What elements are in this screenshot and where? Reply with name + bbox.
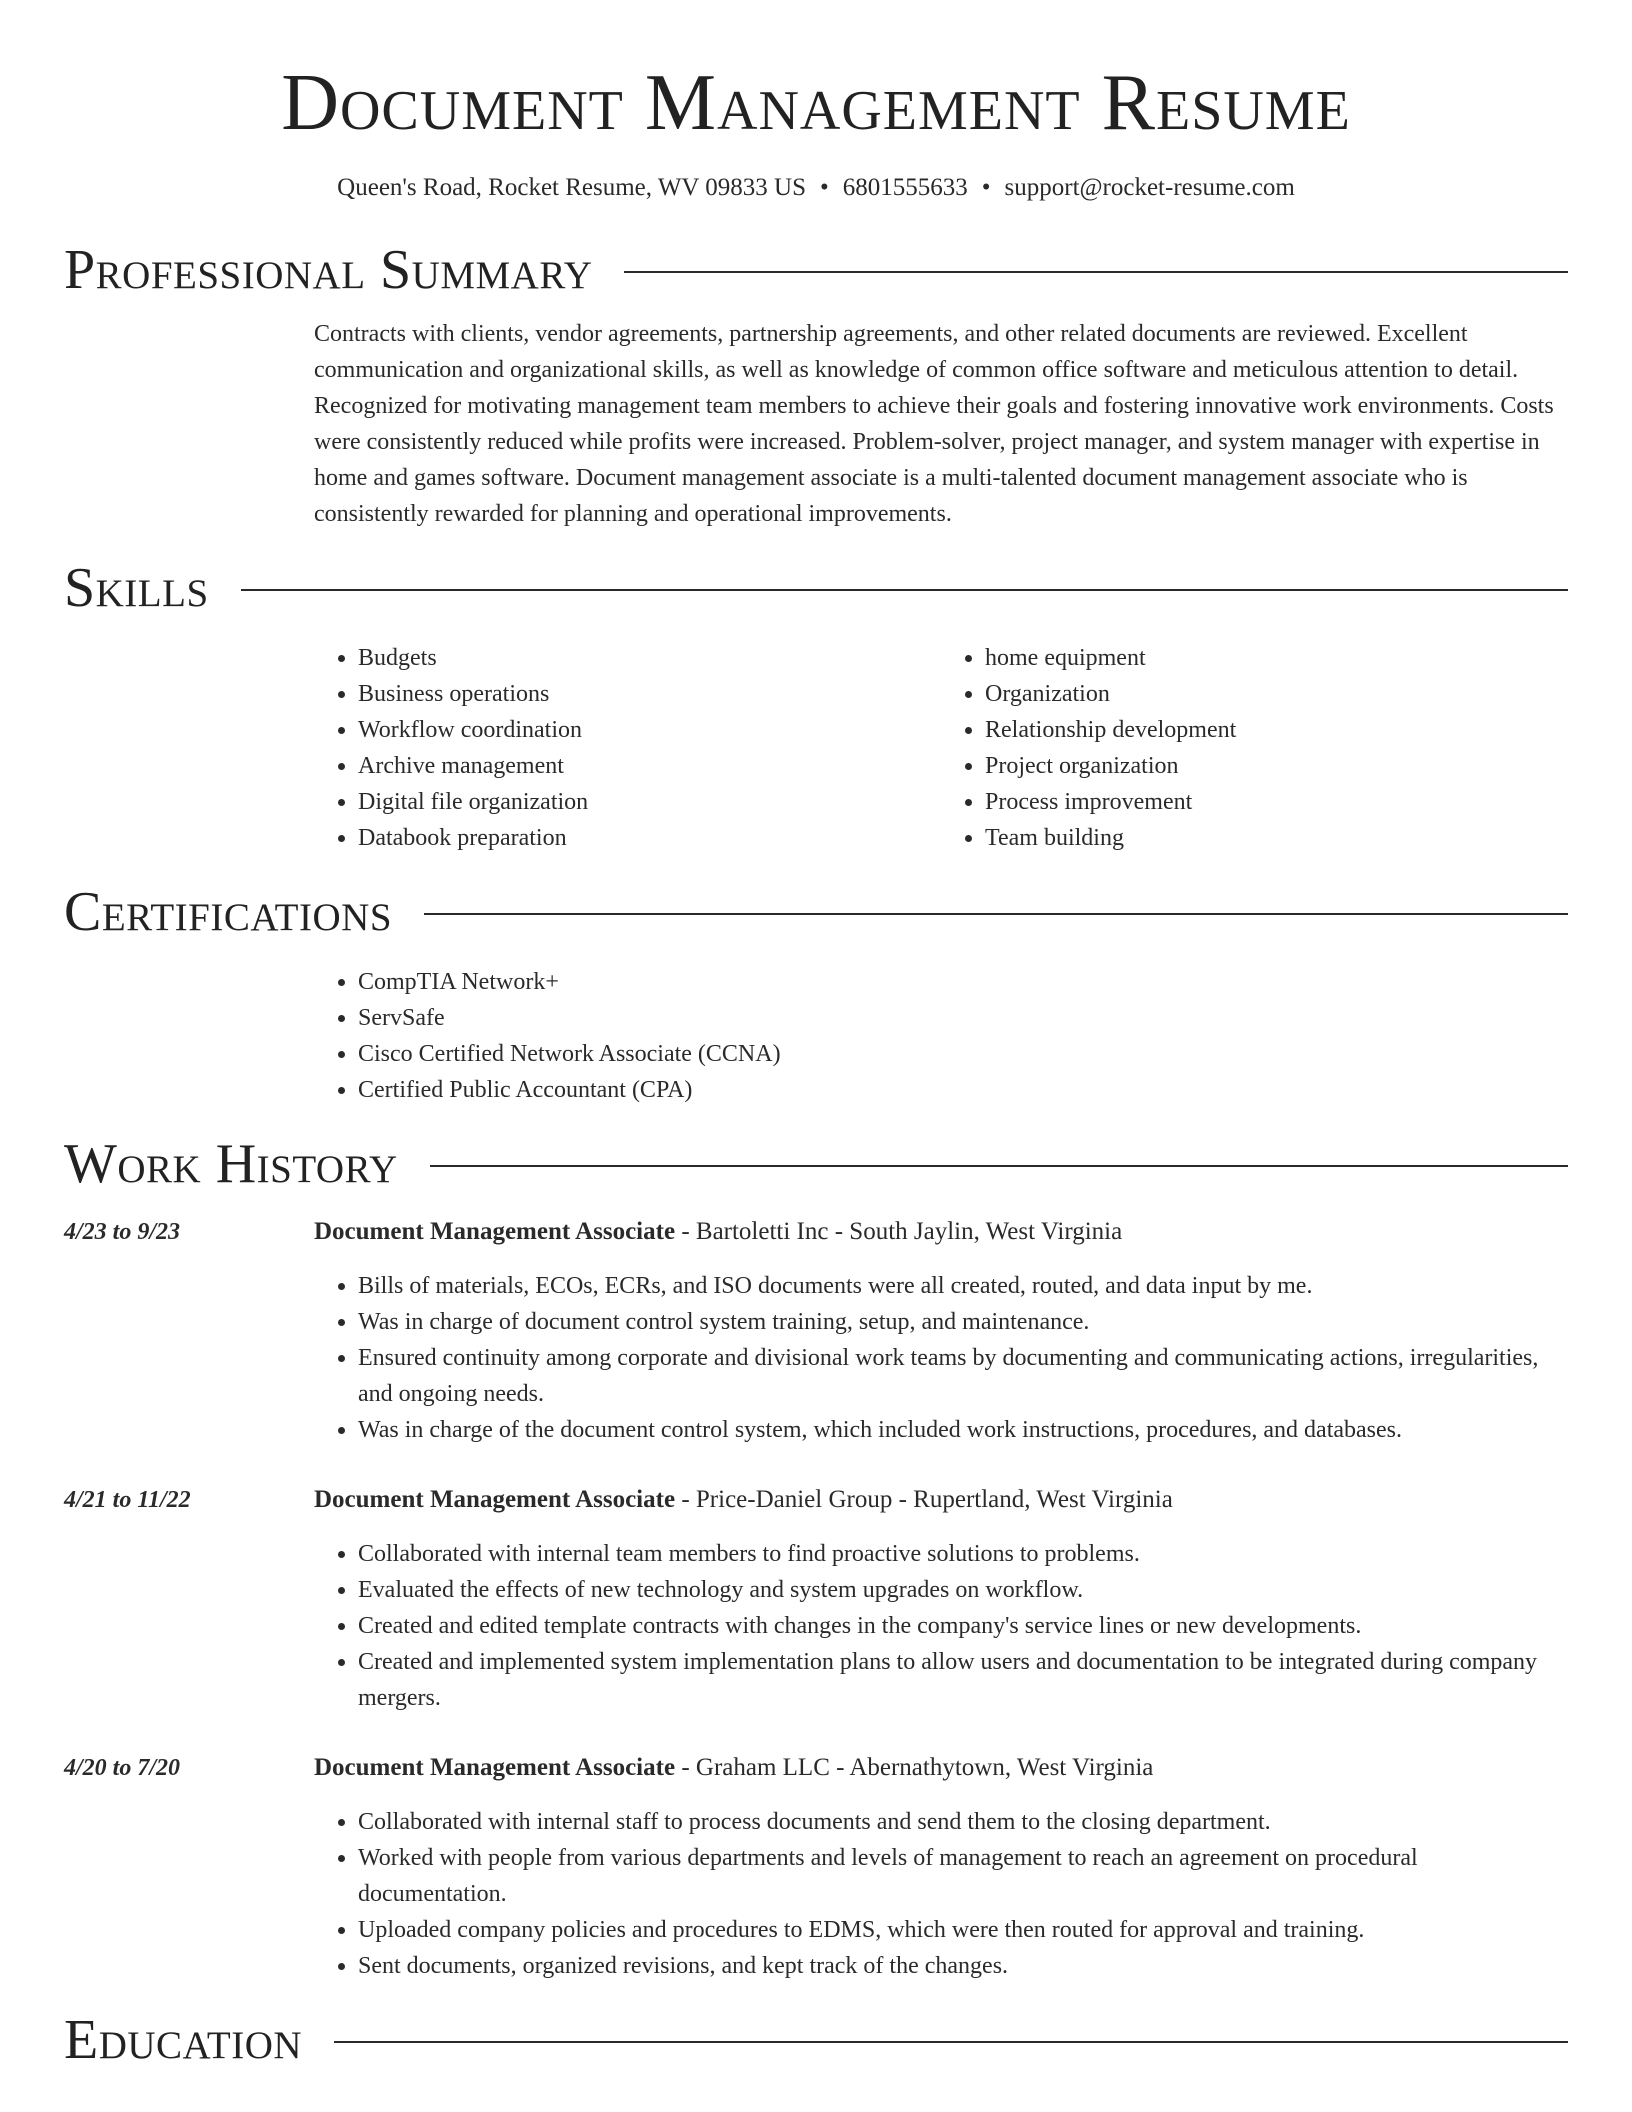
- skills-columns: [314, 640, 1568, 856]
- certifications-list: [314, 964, 1568, 1108]
- skill-item: • Archive management: [358, 748, 941, 784]
- work-history-section: [64, 1134, 1568, 1984]
- resume-name: Document Management Resume: [281, 59, 1351, 147]
- skill-item: • Workflow coordination: [358, 712, 941, 748]
- skill-item: • Process improvement: [985, 784, 1568, 820]
- certifications-header: [64, 882, 1568, 942]
- job-body: [314, 1750, 1568, 1984]
- certifications-section: [64, 882, 1568, 1108]
- skill-item: • Project organization: [985, 748, 1568, 784]
- job-duties: [314, 1804, 1568, 1984]
- duty-item: • Created and edited template contracts with changes in the company's service lines or new developments.: [358, 1608, 1568, 1644]
- section-title: Certifications: [64, 881, 393, 943]
- contact-email[interactable]: support@rocket-resume.com: [1004, 174, 1295, 201]
- duty-item: • Sent documents, organized revisions, and kept track of the changes.: [358, 1948, 1568, 1984]
- education-section: [64, 2010, 1568, 2070]
- job-entry: [64, 1750, 1568, 1984]
- duty-item: • Ensured continuity among corporate and divisional work teams by documenting and communicating actions, irregularities, and ongoing needs.: [358, 1340, 1568, 1412]
- section-title: Skills: [64, 557, 209, 619]
- contact-separator: •: [981, 174, 991, 201]
- job-company-location: - Graham LLC - Abernathytown, West Virginia: [675, 1754, 1154, 1781]
- job-title: Document Management Associate: [314, 1754, 676, 1781]
- duty-item: • Collaborated with internal staff to process documents and send them to the closing department.: [358, 1804, 1568, 1840]
- duty-item: • Evaluated the effects of new technology and system upgrades on workflow.: [358, 1572, 1568, 1608]
- skill-item: • home equipment: [985, 640, 1568, 676]
- skill-item: • Budgets: [358, 640, 941, 676]
- job-duties: [314, 1536, 1568, 1716]
- contact-address: Queen's Road, Rocket Resume, WV 09833 US: [337, 174, 806, 201]
- section-title: Professional Summary: [64, 239, 593, 301]
- section-rule: [624, 271, 1568, 273]
- section-title: Education: [64, 2009, 303, 2071]
- duty-item: • Worked with people from various departments and levels of management to reach an agreement on procedural documentation.: [358, 1840, 1568, 1912]
- skill-item: • Relationship development: [985, 712, 1568, 748]
- skills-list-left: [314, 640, 941, 856]
- certification-item: • Cisco Certified Network Associate (CCNA): [358, 1036, 1568, 1072]
- certification-item: • ServSafe: [358, 1000, 1568, 1036]
- skill-item: • Databook preparation: [358, 820, 941, 856]
- skill-item: • Digital file organization: [358, 784, 941, 820]
- certification-item: • Certified Public Accountant (CPA): [358, 1072, 1568, 1108]
- skill-item: • Organization: [985, 676, 1568, 712]
- job-entry: [64, 1214, 1568, 1448]
- duty-item: • Created and implemented system implementation plans to allow users and documentation to be integrated during company mergers.: [358, 1644, 1568, 1716]
- contact-phone: 6801555633: [842, 174, 968, 201]
- certification-item: • CompTIA Network+: [358, 964, 1568, 1000]
- education-header: [64, 2010, 1568, 2070]
- summary-text: Contracts with clients, vendor agreements, partnership agreements, and other related documents are reviewed. Excellent communication and organizational skills, as well as knowledge of common office software and meticulous attention to detail. Recognized for motivating management team members to achieve their goals and fostering innovative work environments. Costs were consistently reduced while profits were increased. Problem-solver, project manager, and system manager with expertise in home and games software. Document management associate is a multi-talented document management associate who is consistently rewarded for planning and operational improvements.: [314, 321, 1554, 527]
- job-title: Document Management Associate: [314, 1218, 676, 1245]
- skill-item: • Business operations: [358, 676, 941, 712]
- work-history-header: [64, 1134, 1568, 1194]
- summary-section: [64, 240, 1568, 532]
- duty-item: • Was in charge of the document control system, which included work instructions, procedures, and databases.: [358, 1412, 1568, 1448]
- contact-line: [64, 172, 1568, 204]
- job-duties: [314, 1268, 1568, 1448]
- contact-separator: •: [819, 174, 829, 201]
- section-rule: [424, 913, 1568, 915]
- job-dates: 4/23 to 9/23: [64, 1219, 181, 1245]
- duty-item: • Collaborated with internal team members to find proactive solutions to problems.: [358, 1536, 1568, 1572]
- skills-list-right: [941, 640, 1568, 856]
- job-company-location: - Bartoletti Inc - South Jaylin, West Virginia: [675, 1218, 1123, 1245]
- job-body: [314, 1482, 1568, 1716]
- section-rule: [334, 2041, 1568, 2043]
- job-heading: [314, 1750, 1568, 1786]
- duty-item: • Uploaded company policies and procedures to EDMS, which were then routed for approval and training.: [358, 1912, 1568, 1948]
- skills-header: [64, 558, 1568, 618]
- duty-item: • Was in charge of document control system training, setup, and maintenance.: [358, 1304, 1568, 1340]
- job-body: [314, 1214, 1568, 1448]
- section-rule: [430, 1165, 1568, 1167]
- summary-header: [64, 240, 1568, 300]
- skills-section: [64, 558, 1568, 856]
- job-company-location: - Price-Daniel Group - Rupertland, West Virginia: [675, 1486, 1173, 1513]
- section-rule: [241, 589, 1568, 591]
- job-heading: [314, 1482, 1568, 1518]
- resume-page: [64, 0, 1568, 2070]
- job-heading: [314, 1214, 1568, 1250]
- job-dates: 4/20 to 7/20: [64, 1755, 181, 1781]
- duty-item: • Bills of materials, ECOs, ECRs, and ISO documents were all created, routed, and data input by me.: [358, 1268, 1568, 1304]
- job-entry: [64, 1482, 1568, 1716]
- job-title: Document Management Associate: [314, 1486, 676, 1513]
- skill-item: • Team building: [985, 820, 1568, 856]
- job-dates: 4/21 to 11/22: [64, 1487, 191, 1513]
- section-title: Work History: [64, 1133, 398, 1195]
